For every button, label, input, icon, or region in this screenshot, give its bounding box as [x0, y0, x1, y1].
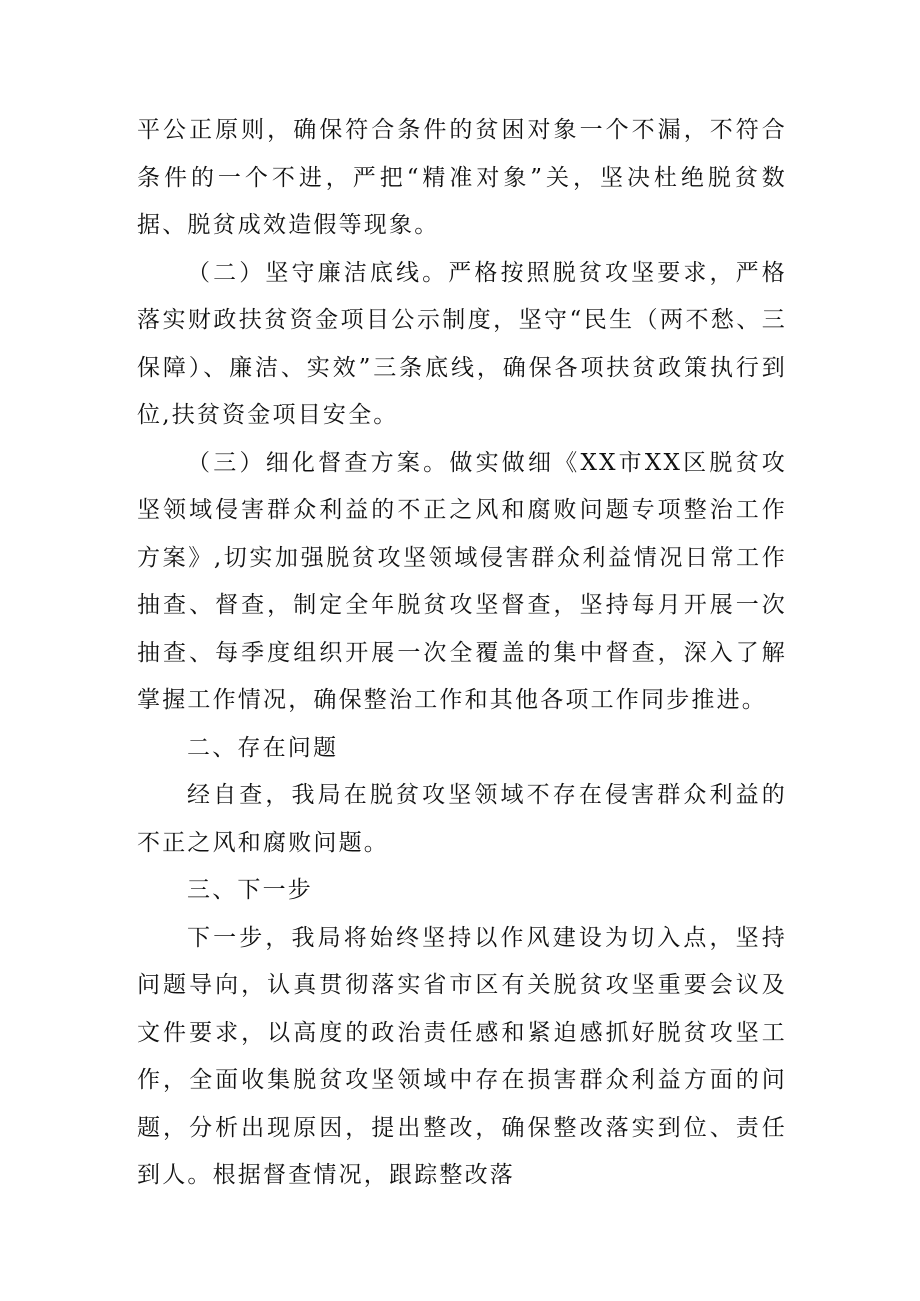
- document-body: [137, 107, 787, 1200]
- paragraph-uphold-integrity: （二）坚守廉洁底线。严格按照脱贫攻坚要求，严格落实财政扶贫资金项目公示制度，坚守“民生（两不愁、三保障）、廉洁、实效”三条底线，确保各项扶贫政策执行到位,扶贫资金项目安全。: [137, 259, 787, 428]
- section-heading-next-step: 三、下一步: [187, 877, 313, 903]
- paragraph-continuation: 平公正原则，确保符合条件的贫困对象一个不漏，不符合条件的一个不进，严把“精准对象”关，坚决杜绝脱贫数据、脱贫成效造假等现象。: [137, 117, 787, 238]
- paragraph-next-step: 下一步，我局将始终坚持以作风建设为切入点，坚持问题导向，认真贯彻落实省市区有关脱贫攻坚重要会议及文件要求，以高度的政治责任感和紧迫感抓好脱贫攻坚工作，全面收集脱贫攻坚领域中存在损害群众利益方面的问题，分析出现原因，提出整改，确保整改落实到位、责任到人。根据督查情况，跟踪整改落: [137, 924, 787, 1188]
- paragraph-refine-inspection: （三）细化督查方案。做实做细《XX市XX区脱贫攻坚领域侵害群众利益的不正之风和腐败问题专项整治工作方案》,切实加强脱贫攻坚领域侵害群众利益情况日常工作抽查、督查，制定全年脱贫攻坚督查，坚持每月开展一次抽查、每季度组织开展一次全覆盖的集中督查，深入了解掌握工作情况，确保整治工作和其他各项工作同步推进。: [137, 449, 787, 713]
- paragraph-self-inspection: 经自查，我局在脱贫攻坚领域不存在侵害群众利益的不正之风和腐败问题。: [137, 782, 787, 856]
- section-heading-existing-problems: 二、存在问题: [187, 734, 339, 761]
